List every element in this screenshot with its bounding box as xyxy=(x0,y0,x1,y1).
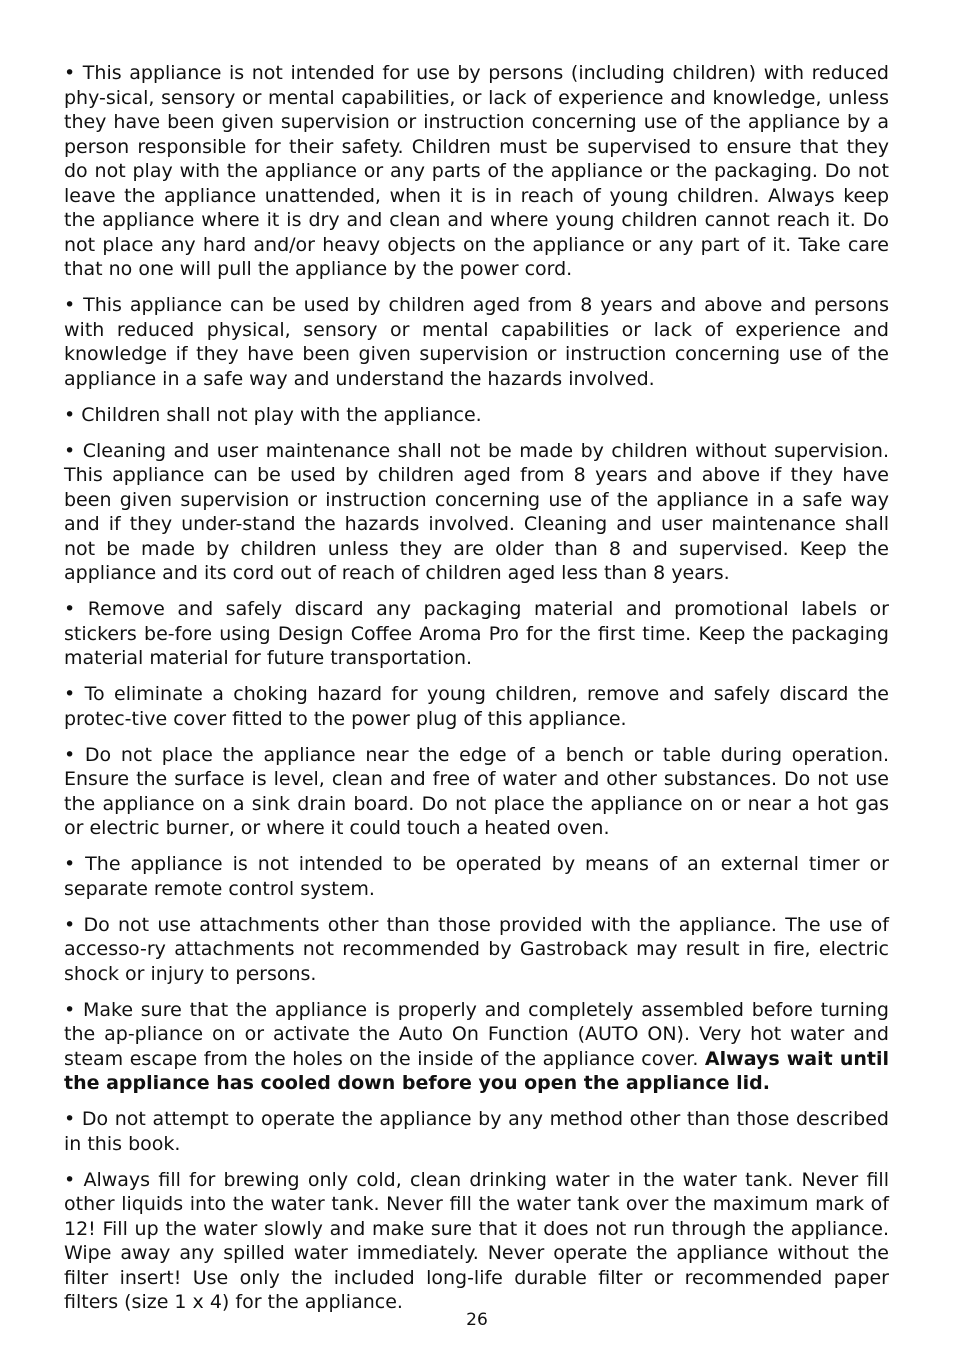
safety-paragraph-1: • This appliance is not intended for use by persons (including children) with reduced phy-sical, sensory or mental capabilities, or lack of experience and knowledge, unless they have been given supervision or instruction concerning use of the appliance by a person responsible for their safety. Children must be supervised to ensure that they do not play with the appliance or any parts of the appliance or the packaging. Do not leave the appliance unattended, when it is in reach of young children. Always keep the appliance where it is dry and clean and where young children cannot reach it. Do not place any hard and/or heavy objects on the appliance or any part of it. Take care that no one will pull the appliance by the power cord. xyxy=(64,62,889,280)
safety-paragraph-12: • Always fill for brewing only cold, clean drinking water in the water tank. Never fill other liquids into the water tank. Never fill the water tank over the maximum mark of 12! Fill up the water slowly and make sure that it does not run through the appliance. Wipe away any spilled water immediately. Never operate the appliance without the filter insert! Use only the included long-life durable filter or recommended paper filters (size 1 x 4) for the appliance. xyxy=(64,1168,889,1313)
safety-paragraph-10-bold-warning: Always wait until the appliance has cooled down before you open the appliance lid. xyxy=(64,1047,889,1094)
safety-paragraph-11: • Do not attempt to operate the appliance by any method other than those described in this book. xyxy=(64,1108,889,1155)
safety-paragraph-8: • The appliance is not intended to be operated by means of an external timer or separate remote control system. xyxy=(64,853,889,900)
safety-paragraph-6: • To eliminate a choking hazard for young children, remove and safely discard the protec-tive cover fitted to the power plug of this appliance. xyxy=(64,683,889,730)
safety-paragraph-4: • Cleaning and user maintenance shall not be made by children without supervision. This appliance can be used by children aged from 8 years and above if they have been given supervision or instruction concerning use of the appliance in a safe way and if they under-stand the hazards involved. Cleaning and user maintenance shall not be made by children unless they are older than 8 and supervised. Keep the appliance and its cord out of reach of children aged less than 8 years. xyxy=(64,439,889,584)
safety-paragraph-7: • Do not place the appliance near the edge of a bench or table during operation. Ensure the surface is level, clean and free of water and other substances. Do not use the appliance on a sink drain board. Do not place the appliance on or near a hot gas or electric burner, or where it could touch a heated oven. xyxy=(64,743,889,839)
manual-page-body xyxy=(64,61,889,1326)
safety-paragraph-2: • This appliance can be used by children aged from 8 years and above and persons with reduced physical, sensory or mental capabilities or lack of experience and knowledge if they have been given supervision or instruction concerning use of the appliance in a safe way and understand the hazards involved. xyxy=(64,294,889,390)
safety-paragraph-9: • Do not use attachments other than those provided with the appliance. The use of accesso-ry attachments not recommended by Gastroback may result in fire, electric shock or injury to persons. xyxy=(64,913,889,985)
safety-paragraph-10-text: • Make sure that the appliance is properly and completely assembled before turning the ap-pliance on or activate the Auto On Function (AUTO ON). Very hot water and steam escape from the holes on the inside of the appliance cover. xyxy=(64,998,889,1070)
page-number: 26 xyxy=(466,1310,488,1330)
safety-paragraph-5: • Remove and safely discard any packaging material and promotional labels or stickers be-fore using Design Coffee Aroma Pro for the first time. Keep the packaging material material for future transportation. xyxy=(64,598,889,669)
safety-paragraph-3: • Children shall not play with the appliance. xyxy=(64,403,482,426)
safety-paragraph-10 xyxy=(64,998,889,1096)
